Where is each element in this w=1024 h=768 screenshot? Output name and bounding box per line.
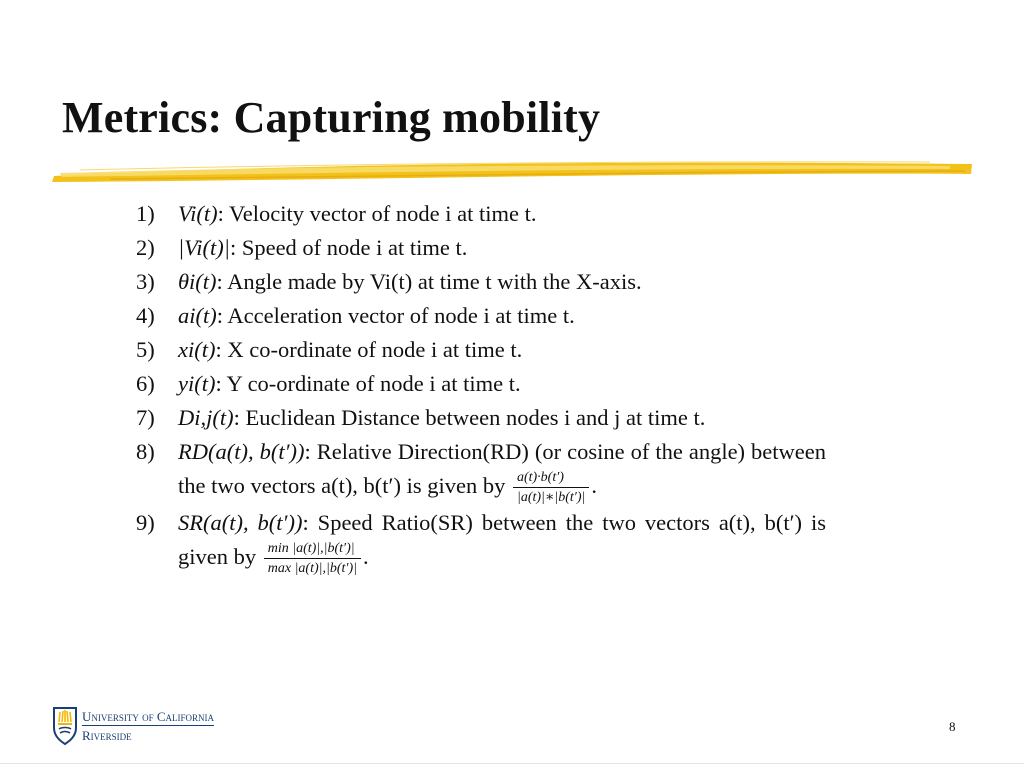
list-item: 9) SR(a(t), b(t′)): Speed Ratio(SR) between the two vectors a(t), b(t′) is given by $\frac{\min |a(t)|,|b(t')|}{\max |a(t)|,|b(t')|}$ . bbox=[136, 509, 826, 576]
metrics-list bbox=[136, 197, 826, 691]
item-text: : X co-ordinate of node i at time t. bbox=[215, 337, 523, 362]
ucr-logo-wordmark bbox=[82, 708, 214, 744]
list-item: 8) RD(a(t), b(t′)): Relative Direction(RD) (or cosine of the angle) between the two vectors a(t), b(t′) is given by $\frac{a(t)\cdot b(t')}{|a(t)|∗|b(t')|}$ . bbox=[136, 439, 826, 505]
item-expression: xi(t) bbox=[178, 337, 216, 362]
item-expression: Di,j(t) bbox=[178, 405, 234, 430]
list-item: 2) |Vi(t)|: Speed of node i at time t. bbox=[136, 235, 468, 260]
item-text: : Angle made by Vi(t) at time t with the X-axis. bbox=[216, 269, 642, 294]
item-expression: ai(t) bbox=[178, 303, 217, 328]
list-item: 7) Di,j(t): Euclidean Distance between nodes i and j at time t. bbox=[136, 405, 706, 430]
item-text: : Relative Direction(RD) (or cosine of the angle) between the two vectors a(t), b(t′) is given by bbox=[178, 439, 826, 498]
item-expression: SR(a(t), b(t′)) bbox=[178, 509, 303, 535]
item-text: : Velocity vector of node i at time t. bbox=[217, 201, 537, 226]
page-number: 8 bbox=[949, 719, 956, 734]
list-item: 4) ai(t): Acceleration vector of node i at time t. bbox=[136, 303, 575, 328]
item-text: : Euclidean Distance between nodes i and j at time t. bbox=[233, 405, 706, 430]
bottom-divider bbox=[0, 763, 1024, 764]
item-expression: |Vi(t)| bbox=[178, 235, 230, 260]
item-expression: θi(t) bbox=[178, 269, 217, 294]
list-item: 3) θi(t): Angle made by Vi(t) at time t with the X-axis. bbox=[136, 269, 642, 294]
item-expression: Vi(t) bbox=[178, 201, 218, 226]
logo-university-name: University of California bbox=[82, 709, 215, 724]
ucr-seal-icon bbox=[54, 708, 76, 744]
list-item: 6) yi(t): Y co-ordinate of node i at time t. bbox=[136, 371, 521, 396]
item-expression: yi(t) bbox=[178, 371, 216, 396]
title-underline-brushstroke bbox=[50, 158, 975, 188]
relative-direction-fraction: $\frac{a(t)\cdot b(t')}{|a(t)|∗|b(t')|}$ bbox=[513, 470, 589, 506]
slide-title: Metrics: Capturing mobility bbox=[62, 93, 601, 142]
item-expression: RD(a(t), b(t′)) bbox=[178, 439, 305, 464]
logo-campus-name: Riverside bbox=[82, 725, 214, 744]
item-text: : Y co-ordinate of node i at time t. bbox=[215, 371, 521, 396]
speed-ratio-fraction: $\frac{\min |a(t)|,|b(t')|}{\max |a(t)|,|b(t')|}$ bbox=[264, 541, 361, 577]
list-item: 5) xi(t): X co-ordinate of node i at time t. bbox=[136, 337, 523, 362]
item-text: : Speed of node i at time t. bbox=[229, 235, 468, 260]
list-item: 1) Vi(t): Velocity vector of node i at time t. bbox=[136, 201, 537, 226]
item-text: : Acceleration vector of node i at time t. bbox=[216, 303, 575, 328]
item-text: : Speed Ratio(SR) between the two vectors a(t), b(t′) is given by bbox=[178, 509, 826, 569]
